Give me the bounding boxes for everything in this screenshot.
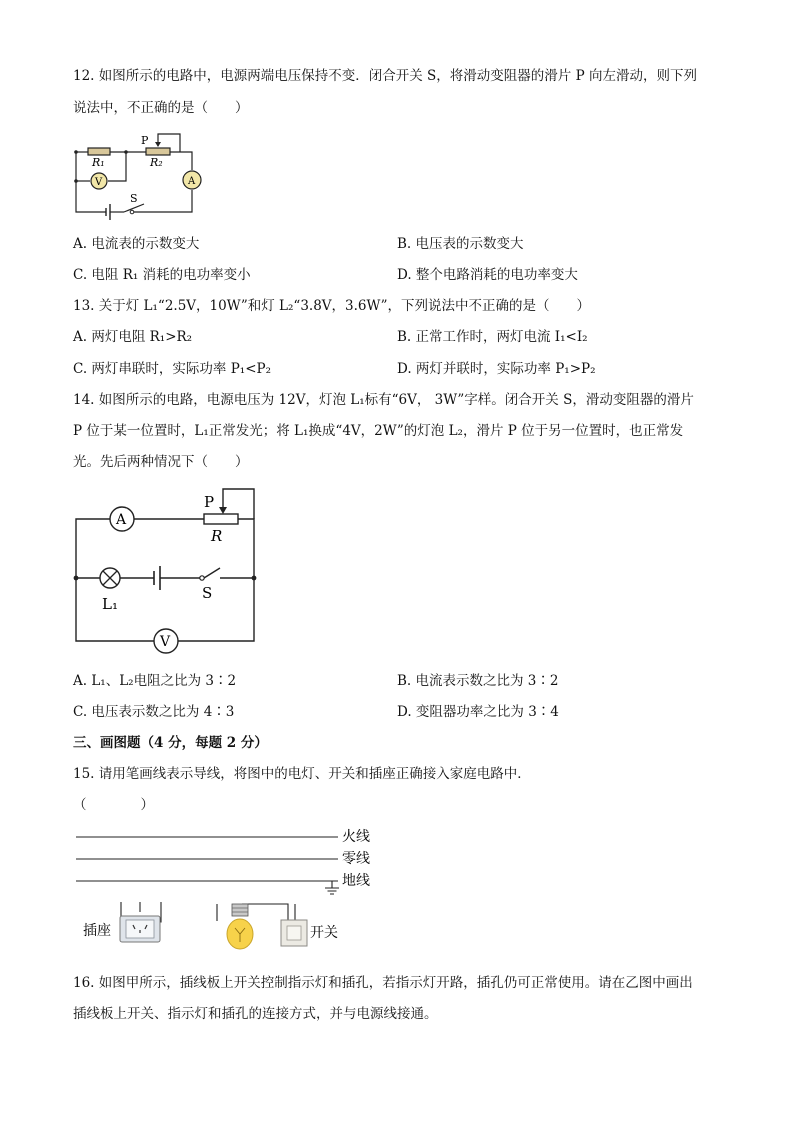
q14-label-v: V [160, 634, 171, 650]
q14-option-b[interactable]: B. 电流表示数之比为 3∶2 [397, 673, 559, 689]
q12-option-a[interactable]: A. 电流表的示数变大 [73, 236, 200, 252]
q16-stem-line2: 插线板上开关、指示灯和插孔的连接方式，并与电源线接通。 [73, 1006, 438, 1022]
q12-resistor-r2 [146, 148, 170, 155]
q14-label-s: S [202, 584, 213, 602]
q13-option-b[interactable]: B. 正常工作时，两灯电流 I₁<I₂ [397, 329, 588, 345]
q12-label-r2: R₂ [150, 156, 163, 169]
q12-label-v: V [95, 177, 103, 188]
q14-label-a: A [116, 512, 127, 528]
q16-stem-line1: 16. 如图甲所示，插线板上开关控制指示灯和插孔，若指示灯开路，插孔仍可正常使用。请在乙图中画出 [73, 975, 693, 991]
q14-option-a[interactable]: A. L₁、L₂电阻之比为 3∶2 [73, 673, 237, 689]
q14-option-c[interactable]: C. 电压表示数之比为 4∶3 [73, 704, 235, 720]
q12-resistor-r1 [88, 148, 110, 155]
q15-answer-blank[interactable]: （ ） [73, 797, 154, 813]
q15-label-neutral: 零线 [342, 851, 370, 867]
q12-label-p: P [141, 134, 149, 147]
q12-option-d[interactable]: D. 整个电路消耗的电功率变大 [397, 267, 578, 283]
q12-label-a: A [188, 176, 196, 187]
q13-option-c[interactable]: C. 两灯串联时，实际功率 P₁<P₂ [73, 361, 272, 377]
q14-stem-line1: 14. 如图所示的电路，电源电压为 12V，灯泡 L₁标有“6V， 3W”字样。闭合开关 S，滑动变阻器的滑片 [73, 392, 694, 408]
q13-option-a[interactable]: A. 两灯电阻 R₁>R₂ [73, 329, 193, 345]
q14-label-r: R [211, 527, 223, 545]
q12-stem-line2: 说法中，不正确的是（ ） [73, 100, 249, 116]
q15-label-switch: 开关 [310, 925, 338, 941]
q12-option-c[interactable]: C. 电阻 R₁ 消耗的电功率变小 [73, 267, 251, 283]
q15-socket [120, 916, 160, 942]
q15-switch-icon [281, 920, 307, 946]
q13-option-d[interactable]: D. 两灯并联时，实际功率 P₁>P₂ [397, 361, 596, 377]
q15-household-circuit [70, 824, 380, 960]
q14-stem-line3: 光。先后两种情况下（ ） [73, 454, 249, 470]
q14-label-p: P [204, 493, 215, 511]
q15-label-socket: 插座 [83, 923, 111, 939]
q12-circuit-diagram [70, 128, 210, 220]
q15-label-fire: 火线 [342, 829, 370, 845]
q14-label-l1: L₁ [102, 595, 118, 613]
q13-stem: 13. 关于灯 L₁“2.5V，10W”和灯 L₂“3.8V，3.6W”，下列说法中不正确的是（ ） [73, 298, 591, 314]
q12-label-s: S [130, 192, 138, 205]
q12-option-b[interactable]: B. 电压表的示数变大 [397, 236, 524, 252]
q15-label-ground: 地线 [342, 873, 370, 889]
q12-label-r1: R₁ [92, 156, 105, 169]
q15-bulb-icon [227, 904, 253, 949]
q14-resistor-r [204, 514, 238, 524]
q14-circuit-diagram [68, 485, 264, 657]
q14-stem-line2: P 位于某一位置时，L₁正常发光；将 L₁换成“4V，2W”的灯泡 L₂，滑片 P 位于另一位置时，也正常发 [73, 423, 684, 439]
section3-title: 三、画图题（4 分，每题 2 分） [73, 735, 268, 751]
q15-stem: 15. 请用笔画线表示导线，将图中的电灯、开关和插座正确接入家庭电路中． [73, 766, 531, 782]
q12-stem-line1: 12. 如图所示的电路中，电源两端电压保持不变．闭合开关 S，将滑动变阻器的滑片 P 向左滑动，则下列 [73, 68, 697, 84]
q14-option-d[interactable]: D. 变阻器功率之比为 3∶4 [397, 704, 559, 720]
